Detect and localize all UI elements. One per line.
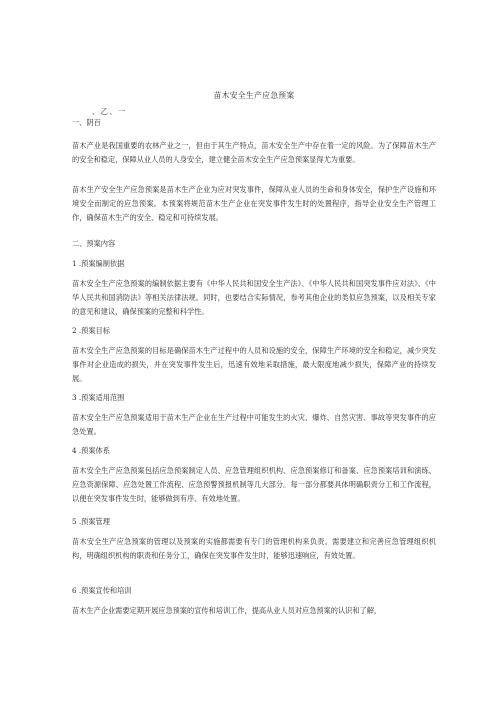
paragraph-intro-1: 苗木产业是我国重要的农林产业之一，但由于其生产特点，苗木安全生产中存在着一定的风险。为了保障苗木生产的安全和稳定，保障从业人员的人身安全，建立健全苗木安全生产应急预案显得尤为重要。 [72,141,436,164]
paragraph-intro-2: 苗木生产安全生产应急预案是苗木生产企业为应对突发事件，保障从业人员的生命和身体安全，保护生产设施和环境安全而制定的应急预案。本预案将规范苗木生产企业在突发事件发生时的处置程序，指导企业安全生产管理工作，确保苗木生产的安全、稳定和可持续发展。 [72,185,436,222]
section-text: 苗木安全生产应急预案的编制依据主要有《中华人民共和国安全生产法》、《中华人民共和国突发事件应对法》、《中华人民共和国消防法》等相关法律法规。同时，也要结合实际情况，参考其他企业的类似应急预案，以及相关专家的意见和建议，确保预案的完整和科学性。 [72,279,436,316]
heading-content: 二、预案内容 [72,239,116,248]
section-text: 苗木安全生产应急预案的目标是确保苗木生产过程中的人员和设施的安全，保障生产环境的安全和稳定，减少突发事件对企业造成的损失，并在突发事件发生后，迅速有效地采取措施，最大限度地减少损失，保障产业的持续发展。 [72,346,436,383]
section-label: 6 .预案宣传和培训 [72,586,132,595]
document-title: 苗木安全生产应急预案 [213,91,295,100]
heading-intro: 一、阴百 [72,118,101,127]
section-label: 1 .预案编制依据 [72,259,125,268]
section-label: 5 .预案管理 [72,517,110,526]
section-marker: 、乙、一 [92,107,127,116]
section-label: 3 .预案适用范围 [72,393,125,402]
section-label: 4 .预案体系 [72,446,110,455]
section-text: 苗木安全生产应急预案适用于苗木生产企业在生产过程中可能发生的火灾、爆炸、自然灾害、事故等突发事件的应急处置。 [72,413,436,436]
section-text: 苗木生产企业需要定期开展应急预案的宣传和培训工作，提高从业人员对应急预案的认识和了解， [72,606,382,615]
section-label: 2 .预案目标 [72,326,110,335]
section-text: 苗木安全生产应急预案的管理以及预案的实施都需要有专门的管理机构来负责。需要建立和完善应急管理组织机构，明确组织机构的职责和任务分工，确保在突发事件发生时，能够迅速响应，有效处置。 [72,537,436,560]
section-text: 苗木安全生产应急预案包括应急预案制定人员、应急管理组织机构、应急预案修订和备案、应急预案培训和演练、应急资源保障、应急处置工作流程、应急预警预报机制等几大部分。每一部分都要具体明确职责分工和工作流程，以便在突发事件发生时，能够做到有序、有效地处置。 [72,466,436,503]
